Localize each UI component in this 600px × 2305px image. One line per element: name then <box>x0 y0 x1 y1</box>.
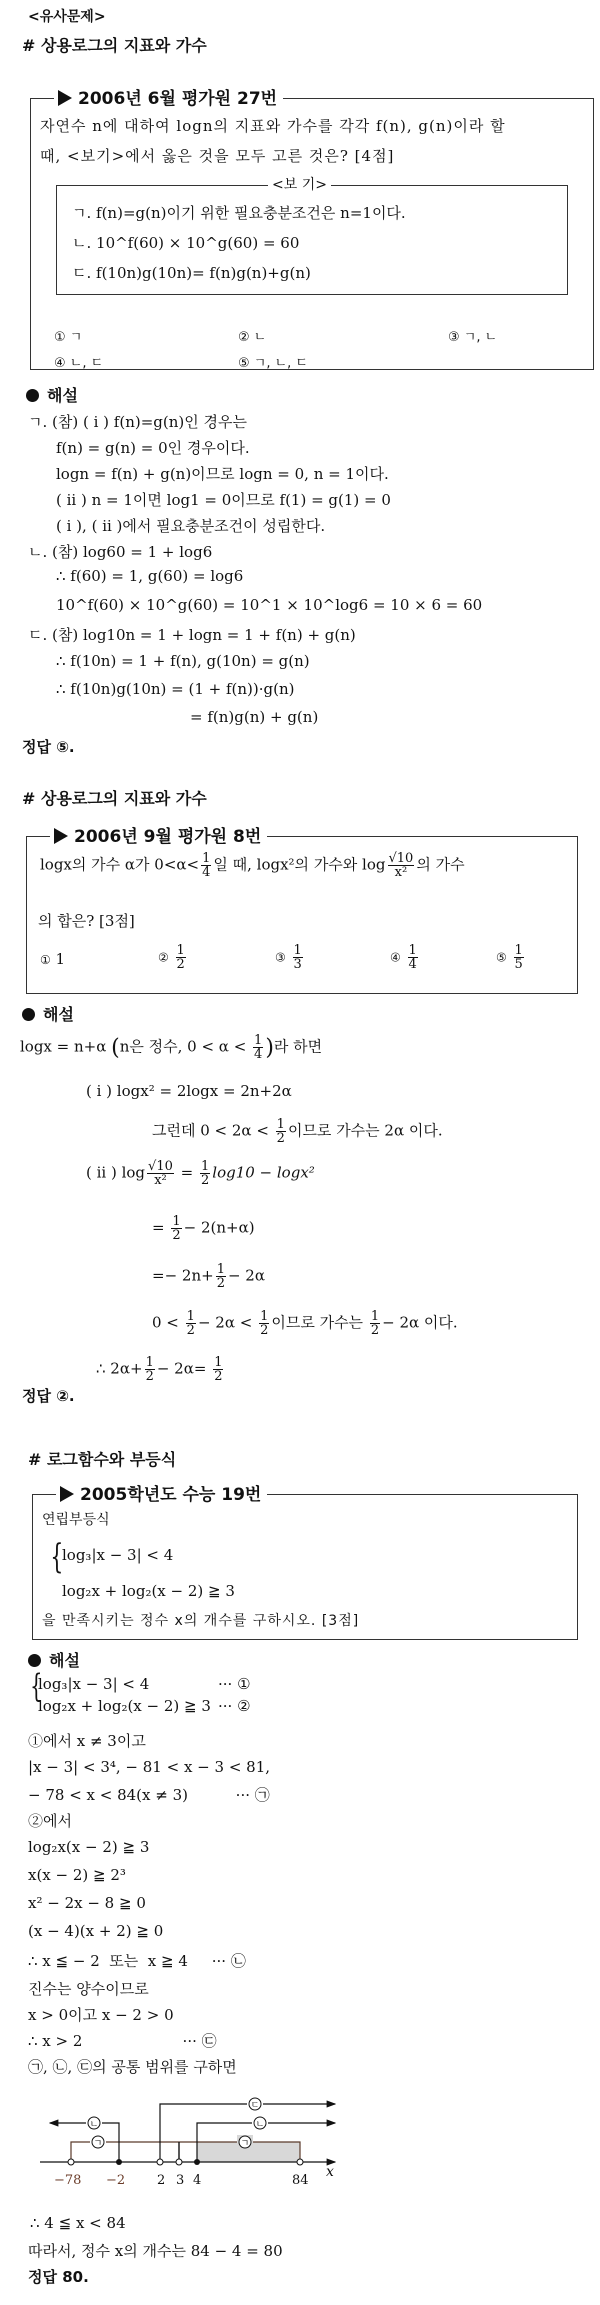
solution-line: ∴ x ≦ − 2 또는 x ≧ 4 ··· ㉡ <box>28 1952 246 1970</box>
bogi-item-2: ㄴ. 10^f(60) × 10^g(60) = 60 <box>72 234 300 252</box>
solution-line: ㄱ. (참) ( i ) f(n)=g(n)인 경우는 <box>28 413 247 431</box>
bullet-icon <box>26 389 39 402</box>
section3-problem-title: 2005학년도 수능 19번 <box>56 1480 267 1505</box>
tick-label: 3 <box>176 2173 185 2188</box>
section2-solution-label: 해설 <box>22 1002 74 1025</box>
sys-tag-1: ··· ① <box>218 1675 251 1693</box>
solution-line: ∴ 2α+ $\frac{1}{2}$ − 2α= $\frac{1}{2}$ <box>96 1355 223 1384</box>
sys-line-2: log₂x + log₂(x − 2) ≧ 3 <box>38 1697 211 1715</box>
section3-answer: 정답 80. <box>28 2268 89 2286</box>
solution-line: log₂x(x − 2) ≧ 3 <box>28 1838 150 1856</box>
svg-text:ㄴ: ㄴ <box>255 2120 265 2130</box>
choice-2: ② $\frac{1}{2}$ <box>158 943 185 972</box>
axis-label: x <box>326 2164 334 2180</box>
triangle-icon <box>58 90 72 106</box>
svg-text:ㄱ: ㄱ <box>93 2139 103 2149</box>
choice-5: ⑤ ㄱ, ㄴ, ㄷ <box>238 356 308 371</box>
section3-question-intro: 연립부등식 <box>42 1512 110 1528</box>
solution-line: ∴ f(10n)g(10n) = (1 + f(n))·g(n) <box>56 680 295 698</box>
solution-line: |x − 3| < 3⁴, − 81 < x − 3 < 81, <box>28 1758 271 1776</box>
conclusion-line: ∴ 4 ≦ x < 84 <box>30 2214 126 2232</box>
choice-1: ① ㄱ <box>54 330 83 345</box>
solution-line: ㄷ. (참) log10n = 1 + logn = 1 + f(n) + g(n) <box>28 626 356 644</box>
system-line-2: log₂x + log₂(x − 2) ≧ 3 <box>62 1582 235 1600</box>
sys-line-1: log₃|x − 3| < 4 <box>38 1675 150 1693</box>
section2-answer: 정답 ②. <box>22 1387 75 1405</box>
tick-label: −78 <box>54 2173 82 2188</box>
section1-question-line1: 자연수 n에 대하여 logn의 지표와 가수를 각각 f(n), g(n)이라 할 <box>40 117 506 135</box>
solution-line: x² − 2x − 8 ≧ 0 <box>28 1894 146 1912</box>
svg-text:ㄱ: ㄱ <box>240 2139 250 2149</box>
solution-line: ∴ f(60) = 1, g(60) = log6 <box>56 567 244 585</box>
page-label: <유사문제> <box>28 9 106 25</box>
section3-heading: # 로그함수와 부등식 <box>28 1450 177 1469</box>
sys-tag-2: ··· ② <box>218 1697 251 1715</box>
tick-label: 4 <box>193 2173 202 2188</box>
choice-4: ④ ㄴ, ㄷ <box>54 356 104 371</box>
solution-line: ∴ f(10n) = 1 + f(n), g(10n) = g(n) <box>56 652 310 670</box>
brace-icon: { <box>30 1667 43 1705</box>
bogi-label: <보 기> <box>268 174 331 194</box>
triangle-icon <box>54 828 68 844</box>
solution-line: x(x − 2) ≧ 2³ <box>28 1866 126 1884</box>
solution-line: 10^f(60) × 10^g(60) = 10^1 × 10^log6 = 10 × 6 = 60 <box>56 596 483 614</box>
solution-line: = $\frac{1}{2}$ − 2(n+α) <box>152 1214 255 1243</box>
solution-line: = f(n)g(n) + g(n) <box>190 708 319 726</box>
solution-line: logn = f(n) + g(n)이므로 logn = 0, n = 1이다. <box>56 465 389 483</box>
solution-line: ∴ x > 2 ··· ㉢ <box>28 2032 217 2050</box>
bullet-icon <box>22 1008 35 1021</box>
solution-line: ②에서 <box>28 1812 72 1830</box>
section1-solution-label: 해설 <box>26 383 78 406</box>
solution-line: logx = n+α (n은 정수, 0 < α < $\frac{1}{4}$ )라 하면 <box>20 1033 323 1062</box>
choice-4: ④ $\frac{1}{4}$ <box>390 943 417 972</box>
solution-line: ( ii ) n = 1이면 log1 = 0이므로 f(1) = g(1) = 0 <box>56 491 391 509</box>
bogi-item-3: ㄷ. f(10n)g(10n)= f(n)g(n)+g(n) <box>72 264 311 282</box>
choice-3: ③ ㄱ, ㄴ <box>448 330 498 345</box>
choice-1: ① 1 <box>40 950 66 968</box>
section1-heading: # 상용로그의 지표와 가수 <box>22 36 207 55</box>
brace-icon: { <box>50 1537 64 1577</box>
bogi-item-1: ㄱ. f(n)=g(n)이기 위한 필요충분조건은 n=1이다. <box>72 204 406 222</box>
solution-line: ①에서 x ≠ 3이고 <box>28 1732 146 1750</box>
solution-line: f(n) = g(n) = 0인 경우이다. <box>56 439 250 457</box>
choice-5: ⑤ $\frac{1}{5}$ <box>496 943 523 972</box>
section2-heading: # 상용로그의 지표와 가수 <box>22 789 207 808</box>
triangle-icon <box>60 1486 74 1502</box>
svg-text:ㄷ: ㄷ <box>250 2101 260 2111</box>
solution-line: ( i ), ( ii )에서 필요충분조건이 성립한다. <box>56 517 326 535</box>
section2-question-line2: 의 합은? [3점] <box>38 912 135 930</box>
section3-question-end: 을 만족시키는 정수 x의 개수를 구하시오. [3점] <box>42 1613 360 1629</box>
choice-2: ② ㄴ <box>238 330 267 345</box>
section1-answer: 정답 ⑤. <box>22 738 75 756</box>
svg-text:ㄴ: ㄴ <box>89 2120 99 2130</box>
solution-line: 그런데 0 < 2α < $\frac{1}{2}$ 이므로 가수는 2α 이다. <box>152 1117 443 1146</box>
section2-problem-title: 2006년 9월 평가원 8번 <box>50 822 267 847</box>
section1-question-line2: 때, <보기>에서 옳은 것을 모두 고른 것은? [4점] <box>40 147 395 165</box>
solution-line: =− 2n+ $\frac{1}{2}$ − 2α <box>152 1262 265 1291</box>
solution-line: x > 0이고 x − 2 > 0 <box>28 2006 174 2024</box>
solution-line: ㄴ. (참) log60 = 1 + log6 <box>28 543 213 561</box>
solution-line: 0 < $\frac{1}{2}$ − 2α < $\frac{1}{2}$ 이므로 가수는 $\frac{1}{2}$ − 2α 이다. <box>152 1309 458 1338</box>
bullet-icon <box>28 1654 41 1667</box>
solution-line: 진수는 양수이므로 <box>28 1980 149 1998</box>
solution-line: ( i ) logx² = 2logx = 2n+2α <box>86 1082 292 1100</box>
solution-line: ( ii ) log $\frac{√10}{\text{x²}}$ = $\frac{1}{2}$ log10 − logx² <box>86 1159 315 1188</box>
tick-label: −2 <box>106 2173 126 2188</box>
section3-solution-label: 해설 <box>28 1648 80 1671</box>
system-line-1: log₃|x − 3| < 4 <box>62 1546 174 1564</box>
tick-label: 2 <box>157 2173 166 2188</box>
solution-line: − 78 < x < 84(x ≠ 3) ··· ㉠ <box>28 1786 270 1804</box>
conclusion-line: 따라서, 정수 x의 개수는 84 − 4 = 80 <box>28 2242 283 2260</box>
section1-problem-title: 2006년 6월 평가원 27번 <box>54 84 283 109</box>
solution-line: ㉠, ㉡, ㉢의 공통 범위를 구하면 <box>28 2058 237 2076</box>
tick-label: 84 <box>292 2173 309 2188</box>
section2-question-line1: logx의 가수 α가 0<α< $\frac{1}{4}$ 일 때, logx²의 가수와 log $\frac{√10}{\text{x²}}$ 의 가수 <box>40 851 465 880</box>
choice-3: ③ $\frac{1}{3}$ <box>275 943 302 972</box>
solution-line: (x − 4)(x + 2) ≧ 0 <box>28 1922 164 1940</box>
